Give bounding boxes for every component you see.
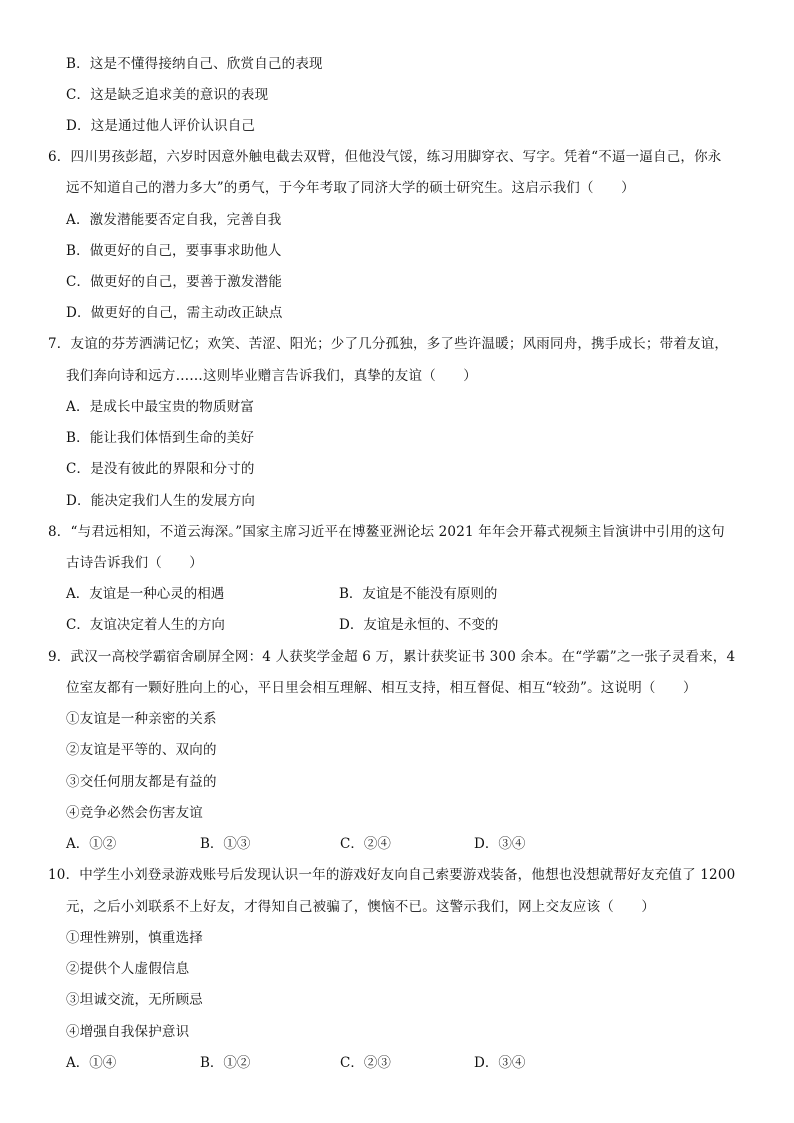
q7-option-a: A．是成长中最宝贵的物质财富 — [66, 399, 255, 415]
q7-stem-line-2: 我们奔向诗和远方……这则毕业赠言告诉我们，真挚的友谊（ ） — [66, 368, 477, 384]
q7-option-d: D．能决定我们人生的发展方向 — [66, 493, 256, 509]
q6-stem-line-2: 远不知道自己的潜力多大”的勇气，于今年考取了同济大学的硕士研究生。这启示我们（ ） — [66, 180, 635, 196]
q9-option-c: C．②④ — [340, 836, 391, 852]
q8-stem-line-2: 古诗告诉我们（ ） — [66, 555, 203, 571]
q10-option-a: A．①④ — [66, 1055, 117, 1071]
q9-item-3: ③交任何朋友都是有益的 — [66, 774, 217, 790]
q9-stem-line-1: 9．武汉一高校学霸宿舍刷屏全网：4 人获奖学金超 6 万，累计获奖证书 300 余本。在“学霸”之一张子灵看来，4 — [48, 649, 736, 665]
q6-option-c: C．做更好的自己，要善于激发潜能 — [66, 274, 283, 290]
q9-option-a: A．①② — [66, 836, 117, 852]
q9-stem-line-2: 位室友都有一颗好胜向上的心，平日里会相互理解、相互支持，相互督促、相互“较劲”。这说明（ ） — [66, 680, 697, 696]
q8-option-b: B．友谊是不能没有原则的 — [339, 586, 498, 602]
q9-option-d: D．③④ — [474, 836, 526, 852]
q9-item-1: ①友谊是一种亲密的关系 — [66, 711, 217, 727]
q9-options-row — [66, 834, 746, 854]
q8-options-row-2 — [66, 615, 746, 635]
q10-option-c: C．②③ — [340, 1055, 391, 1071]
q10-item-4: ④增强自我保护意识 — [66, 1024, 190, 1040]
q10-options-row — [66, 1053, 746, 1073]
q9-item-2: ②友谊是平等的、双向的 — [66, 742, 217, 758]
q7-stem-line-1: 7．友谊的芬芳洒满记忆；欢笑、苦涩、阳光；少了几分孤独，多了些许温暖；风雨同舟，携手成长；带着友谊， — [48, 336, 729, 352]
q6-option-b: B．做更好的自己，要事事求助他人 — [66, 243, 282, 259]
q5-option-d: D．这是通过他人评价认识自己 — [66, 118, 256, 134]
q6-stem-line-1: 6．四川男孩彭超，六岁时因意外触电截去双臂，但他没气馁，练习用脚穿衣、写字。凭着“不逼一逼自己，你永 — [48, 149, 722, 165]
q6-option-d: D．做更好的自己，需主动改正缺点 — [66, 305, 283, 321]
q5-option-c: C．这是缺乏追求美的意识的表现 — [66, 87, 269, 103]
q10-stem-line-2: 元，之后小刘联系不上好友，才得知自己被骗了，懊恼不已。这警示我们，网上交友应该（ ） — [66, 899, 656, 915]
q10-item-2: ②提供个人虚假信息 — [66, 961, 190, 977]
q5-option-b: B．这是不懂得接纳自己、欣赏自己的表现 — [66, 56, 323, 72]
q8-option-c: C．友谊决定着人生的方向 — [66, 617, 225, 633]
q10-option-b: B．①② — [200, 1055, 251, 1071]
q8-stem-line-1: 8．“与君远相知，不道云海深。”国家主席习近平在博鳌亚洲论坛 2021 年年会开幕式视频主旨演讲中引用的这句 — [48, 524, 725, 540]
q7-option-c: C．是没有彼此的界限和分寸的 — [66, 461, 255, 477]
q8-option-d: D．友谊是永恒的、不变的 — [339, 617, 499, 633]
q10-option-d: D．③④ — [474, 1055, 526, 1071]
q9-option-b: B．①③ — [200, 836, 251, 852]
q6-option-a: A．激发潜能要否定自我，完善自我 — [66, 212, 282, 228]
q8-options-row-1 — [66, 584, 746, 604]
q8-option-a: A．友谊是一种心灵的相遇 — [66, 586, 225, 602]
q10-stem-line-1: 10．中学生小刘登录游戏账号后发现认识一年的游戏好友向自己索要游戏装备，他想也没想就帮好友充值了 1200 — [48, 867, 736, 883]
q9-item-4: ④竞争必然会伤害友谊 — [66, 805, 203, 821]
q10-item-1: ①理性辨别，慎重选择 — [66, 930, 203, 946]
q10-item-3: ③坦诚交流，无所顾忌 — [66, 992, 203, 1008]
q7-option-b: B．能让我们体悟到生命的美好 — [66, 430, 255, 446]
